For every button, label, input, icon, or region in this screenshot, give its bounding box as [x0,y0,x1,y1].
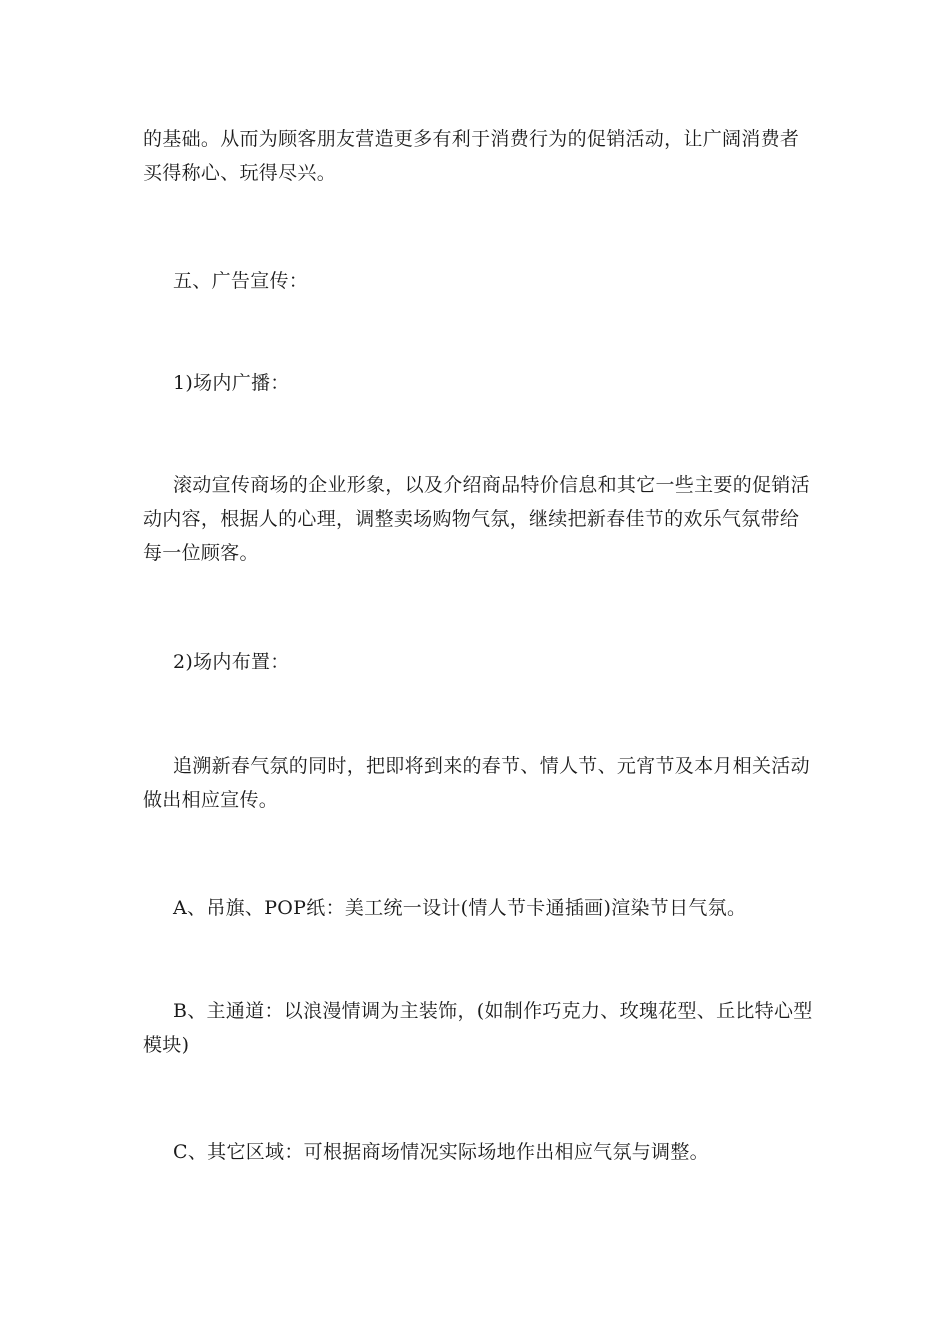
text-line: 买得称心、玩得尽兴。 [143,162,337,184]
paragraph-item-b [143,994,823,1062]
text-line: 动内容，根据人的心理，调整卖场购物气氛，继续把新春佳节的欢乐气氛带给 [143,508,800,530]
paragraph-broadcast-body [143,468,823,570]
paragraph-layout-body [143,749,823,817]
subsection-heading-broadcast [143,366,823,400]
text-line: 滚动宣传商场的企业形象，以及介绍商品特价信息和其它一些主要的促销活 [173,474,810,496]
heading-text: 1)场内广播： [173,372,290,394]
section-heading-advertising [143,264,823,298]
text-line: C、其它区域：可根据商场情况实际场地作出相应气氛与调整。 [173,1141,709,1163]
text-line: A、吊旗、POP纸：美工统一设计(情人节卡通插画)渲染节日气氛。 [173,897,747,919]
heading-text: 2)场内布置： [173,651,290,673]
text-line: 做出相应宣传。 [143,789,279,811]
subsection-heading-layout [143,645,823,679]
text-line: 的基础。从而为顾客朋友营造更多有利于消费行为的促销活动，让广阔消费者 [143,128,800,150]
text-line: 模块) [143,1034,190,1056]
paragraph-intro-continuation [143,122,823,190]
paragraph-item-a [143,891,823,925]
text-line: B、主通道：以浪漫情调为主装饰，(如制作巧克力、玫瑰花型、丘比特心型 [173,1000,813,1022]
text-line: 追溯新春气氛的同时，把即将到来的春节、情人节、元宵节及本月相关活动 [173,755,810,777]
paragraph-item-c [143,1135,823,1169]
heading-text: 五、广告宣传： [173,270,309,292]
text-line: 每一位顾客。 [143,542,259,564]
